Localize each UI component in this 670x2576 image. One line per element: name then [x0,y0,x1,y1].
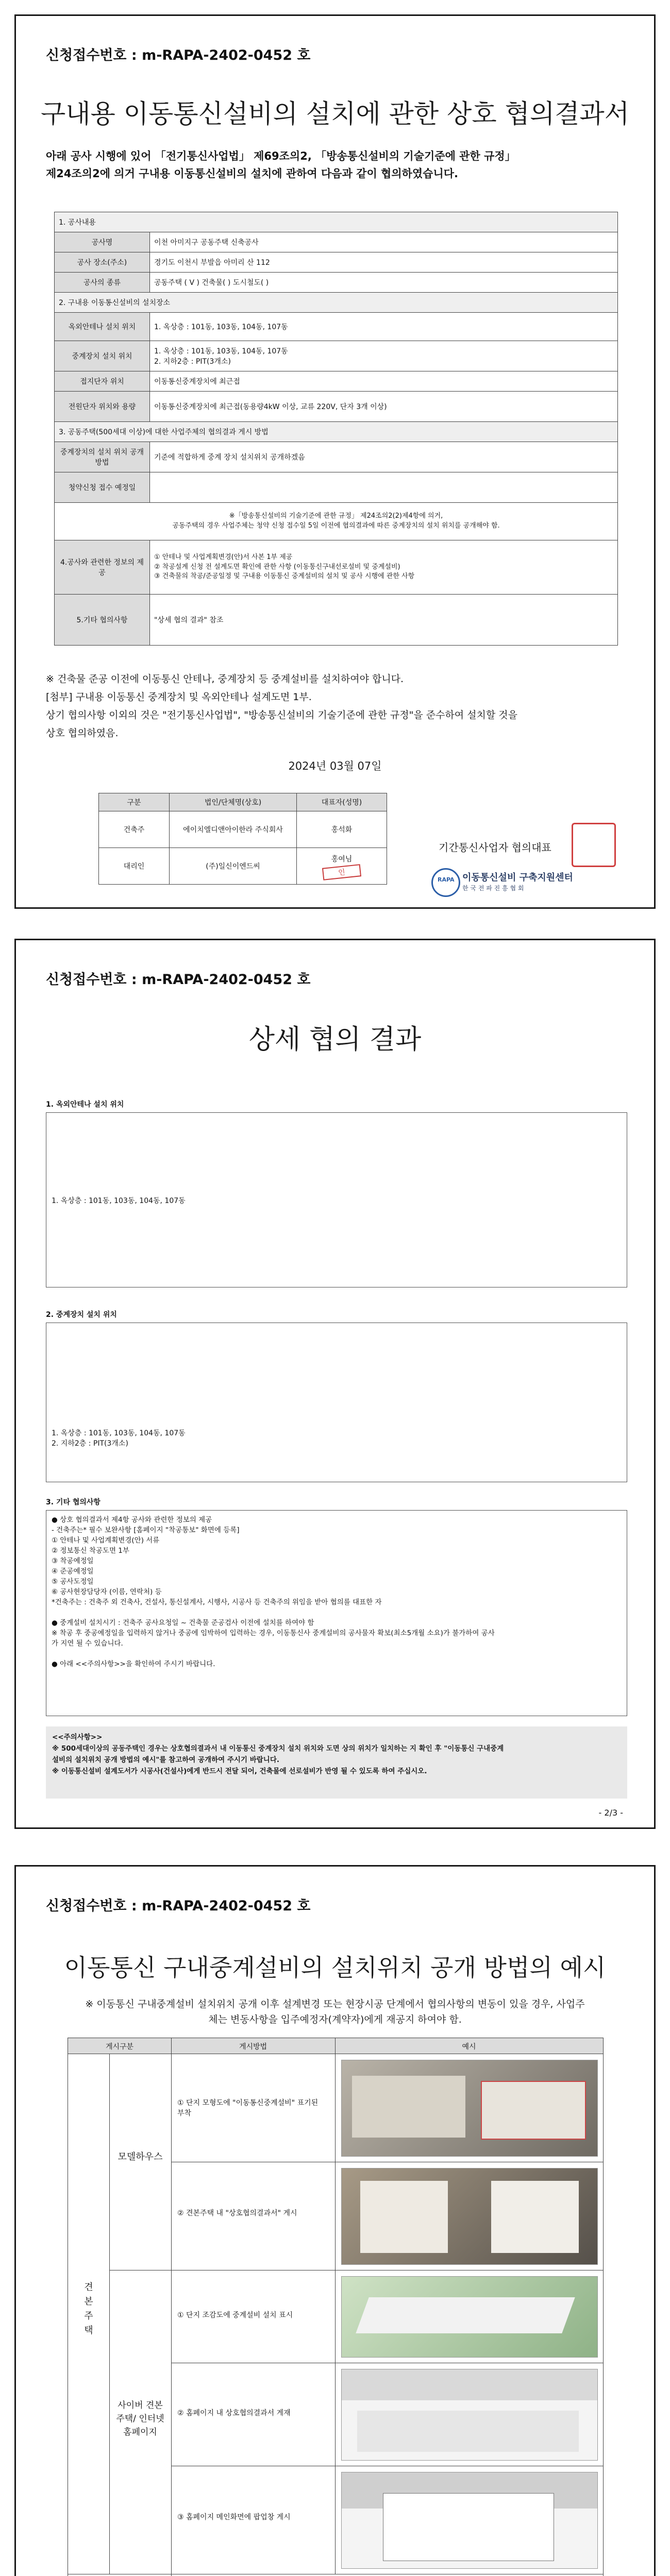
notice-line: ※ 이동통신설비 설계도서가 시공사(건설사)에게 반드시 전달 되어, 건축물에 선로설비가 반영 될 수 있도록 하여 주십시오. [52,1767,427,1775]
section-2-text [52,1428,186,1449]
sign-rep-cell [297,848,387,885]
subgroup-cyber: 사이버 견본 주택/ 인터넷 홈페이지 [116,2400,164,2437]
header-cell: 예시 [462,2043,476,2051]
agency-caption: 기간통신사업자 협의대표 [439,841,551,854]
sign-header: 대표자(성명) [297,793,387,811]
page-number: - 2/3 - [598,1808,623,1818]
method-cell: ② 견본주택 내 "상호협의결과서" 게시 [177,2209,297,2217]
section-3-label: 3. 기타 협의사항 [46,1498,100,1506]
row-label: 공사의 종류 [55,273,150,293]
row-value: 이동통신중계장치에 최근접(동용량4kW 이상, 교류 220V, 단자 3개 이상) [150,392,618,422]
stamp-text: 인 [338,868,346,877]
registration-number: 신청접수번호 : m-RAPA-2402-0452 호 [46,1898,311,1914]
row-value: "상세 협의 결과" 참조 [150,595,618,646]
example-photo-aerial [341,2276,598,2358]
row-value: 경기도 이천시 부발읍 아미리 산 112 [150,252,618,273]
row-label: 옥외안테나 설치 위치 [55,313,150,341]
example-photo-homepage [341,2369,598,2461]
row-label: 중계장치 설치 위치 [55,341,150,371]
section-3-text [52,1515,495,1669]
section-2-label: 2. 중계장치 설치 위치 [46,1311,117,1319]
section-2-box [46,1323,627,1482]
registration-number: 신청접수번호 : m-RAPA-2402-0452 호 [46,47,311,63]
header-cell: 게시구분 [105,2043,134,2051]
intro-line-2: 체는 변동사항을 입주예정자(계약자)에게 재공지 하여야 함. [208,2014,462,2025]
intro-line-1: 아래 공사 시행에 있어 「전기통신사업법」 제69조의2, 「방송통신설비의 기술기준에 관한 규정」 [46,150,516,162]
section-2-line: 1. 옥상층 : 101동, 103동, 104동, 107동 [52,1429,186,1437]
info-item: ③ 건축물의 착공/준공일정 및 구내용 이동통신 중계설비의 설치 및 공사 시행에 관한 사항 [154,572,415,581]
registration-number: 신청접수번호 : m-RAPA-2402-0452 호 [46,972,311,988]
group-label: 견본주택 [84,2282,93,2336]
subgroup-model-house: 모델하우스 [118,2151,163,2162]
agent-stamp [322,864,361,880]
detail-line: ● 아래 <<주의사항>>을 확인하여 주시기 바랍니다. [52,1660,215,1668]
section-1-text: 1. 옥상층 : 101동, 103동, 104동, 107동 [52,1197,186,1205]
note-line-1: ※「방송통신설비의 기술기준에 관한 규정」 제24조의2(2)제4항에 의거, [229,512,443,520]
row-label: 4.공사와 관련한 정보의 제공 [55,540,150,595]
intro-line-1: ※ 이동통신 구내중계설비 설치위치 공개 이후 설계변경 또는 현장시공 단계에서 협의사항의 변동이 있을 경우, 사업주 [85,1998,585,2010]
info-items [150,540,618,595]
agency-subname: 한 국 전 파 진 흥 협 회 [462,885,524,892]
closing-line-2: [첨부] 구내용 이동통신 중계장치 및 옥외안테나 설계도면 1부. [46,691,312,703]
page-1 [14,14,656,909]
detail-line: ※ 착공 후 중공예정일을 입력하지 않거나 중공에 임박하여 입력하는 경우, 이동통신사 중계설비의 공사물자 확보(최소5개월 소요)가 불가하여 공사 [52,1629,495,1637]
sign-role: 건축주 [99,811,170,848]
detail-line: ③ 착공예정일 [52,1557,94,1565]
date: 2024년 03월 07일 [288,760,382,772]
detail-line: ⑥ 공사현장담당자 (이름, 연락처) 등 [52,1588,162,1596]
page-title: 이동통신 구내중계설비의 설치위치 공개 방법의 예시 [64,1954,606,1981]
row-label: 공사 장소(주소) [55,252,150,273]
row-value: 기준에 적합하게 중계 장치 설치위치 공개하겠음 [150,442,618,472]
agency-seal [572,823,616,867]
closing-line-3: 상기 협의사항 이외의 것은 "전기통신사업법", "방송통신설비의 기술기준에 관한 규정"을 준수하여 설치할 것을 [46,709,518,721]
detail-line: ● 상호 협의결과서 제4항 공사와 관련한 정보의 제공 [52,1516,212,1524]
sign-org: (주)일신이엔드씨 [170,848,297,885]
notice-line: ※ 500세대이상의 공동주택인 경우는 상호협의결과서 내 이동통신 중계장치 설치 위치와 도면 상의 위치가 일치하는 지 확인 후 "이동통신 구내중계 [52,1744,504,1753]
agency-name: 이동통신설비 구축지원센터 [462,872,573,883]
sign-header: 구분 [99,793,170,811]
intro-line-2: 제24조의2에 의거 구내용 이동통신설비의 설치에 관하여 다음과 같이 협의하였습니다. [46,167,459,180]
row-label: 5.기타 협의사항 [55,595,150,646]
note-line-2: 공동주택의 경우 사업주체는 청약 신청 접수일 5일 이전에 협의결과에 따른 중계장치의 설치 위치를 공개해야 함. [172,522,500,530]
intro-text [46,147,516,182]
row-label: 중계장치의 설치 위치 공개방법 [55,442,150,472]
example-photo-popup [341,2472,598,2569]
detail-spacer [52,1607,495,1618]
detail-line: 가 지연 될 수 있습니다. [52,1639,123,1648]
publication-table [68,2038,604,2576]
sign-header: 법인/단체명(상호) [170,793,297,811]
row-value [150,472,618,503]
agreement-table [54,212,618,646]
notice-line: 설비의 설치위치 공개 방법의 예시"를 참고하여 공개하여 주시기 바랍니다. [52,1756,279,1764]
detail-line: ① 안테나 및 사업계획변경(안) 서류 [52,1536,160,1545]
row-label: 공사명 [55,232,150,252]
row-value: 1. 옥상층 : 101동, 103동, 104동, 107동 2. 지하2층 : PIT(3개소) [150,341,618,371]
note-cell [55,503,618,540]
detail-line: ⑤ 공사도정일 [52,1578,94,1586]
row-label: 전원단자 위치와 용량 [55,392,150,422]
sign-org: 에이치엘디앤아이한라 주식회사 [170,811,297,848]
notice-title: <<주의사항>> [52,1733,103,1741]
closing-line-1: ※ 건축물 준공 이전에 이동통신 안테나, 중계장치 등 중계설비를 설치하여야 합니다. [46,673,404,685]
sign-rep: 홍여님 [331,855,353,863]
section-3-title: 3. 공동주택(500세대 이상)에 대한 사업주체의 협의결과 게시 방법 [55,422,618,442]
signature-table [98,793,387,885]
section-1-title: 1. 공사내용 [55,212,618,232]
page-title: 상세 협의 결과 [248,1024,422,1055]
method-cell: ③ 홈페이지 메인화면에 팝업창 게시 [177,2513,291,2521]
agency-logo-text: RAPA [438,876,455,883]
row-label: 청약신청 접수 예정일 [55,472,150,503]
example-photo-model [341,2060,598,2157]
row-value: 1. 옥상층 : 101동, 103동, 104동, 107동 [150,313,618,341]
page-2 [14,939,656,1829]
section-3-box [46,1510,627,1716]
info-item: ① 안테나 및 사업계획변경(안)서 사본 1부 제공 [154,553,293,561]
intro-text [16,1996,654,2027]
section-2-title: 2. 구내용 이동통신설비의 설치장소 [55,293,618,313]
row-value: 이천 아미지구 공동주택 신축공사 [150,232,618,252]
detail-line: ② 정보통신 착공도면 1부 [52,1547,129,1555]
detail-spacer [52,1649,495,1659]
example-photo-notice [341,2168,598,2265]
notice-box [46,1726,627,1799]
closing-line-4: 상호 협의하였음. [46,727,119,739]
section-1-label: 1. 옥외안테나 설치 위치 [46,1100,124,1109]
method-cell: ① 단지 조감도에 중계설비 설치 표시 [177,2311,293,2319]
closing-text [46,670,517,742]
row-value: 공동주택 ( V ) 건축물( ) 도시철도( ) [150,273,618,293]
section-2-line: 2. 지하2층 : PIT(3개소) [52,1439,128,1448]
row-value: 이동통신중계장치에 최근접 [150,371,618,392]
detail-line: ④ 준공예정일 [52,1567,94,1575]
sign-role: 대리인 [99,848,170,885]
detail-line: ● 중계설비 설치시기 : 건축주 공사요청일 ~ 건축물 준공검사 이전에 설치를 하여야 함 [52,1619,314,1627]
method-cell: ② 홈페이지 내 상호협의결과서 게재 [177,2409,291,2417]
row-label: 접지단자 위치 [55,371,150,392]
header-cell: 게시방법 [239,2043,267,2051]
detail-line: - 건축주는* 필수 보완사항 [홈페이지 "착공통보" 화면에 등록] [52,1526,240,1534]
page-title: 구내용 이동통신설비의 설치에 관한 상호 협의결과서 [40,99,630,129]
sign-rep: 홍석화 [297,811,387,848]
section-1-box [46,1112,627,1287]
detail-line: *건축주는 : 건축주 외 건축사, 건설사, 통신설계사, 시행사, 시공사 등 건축주의 위임을 받아 협의를 대표한 자 [52,1598,382,1606]
info-item: ② 착공설계 신청 전 설계도면 확인에 관한 사항 (이동통신구내선로설비 및 중계설비) [154,563,400,571]
method-cell: ① 단지 모형도에 "이동통신중계설비" 표기된 부착 [177,2099,319,2117]
page-3 [14,1865,656,2576]
